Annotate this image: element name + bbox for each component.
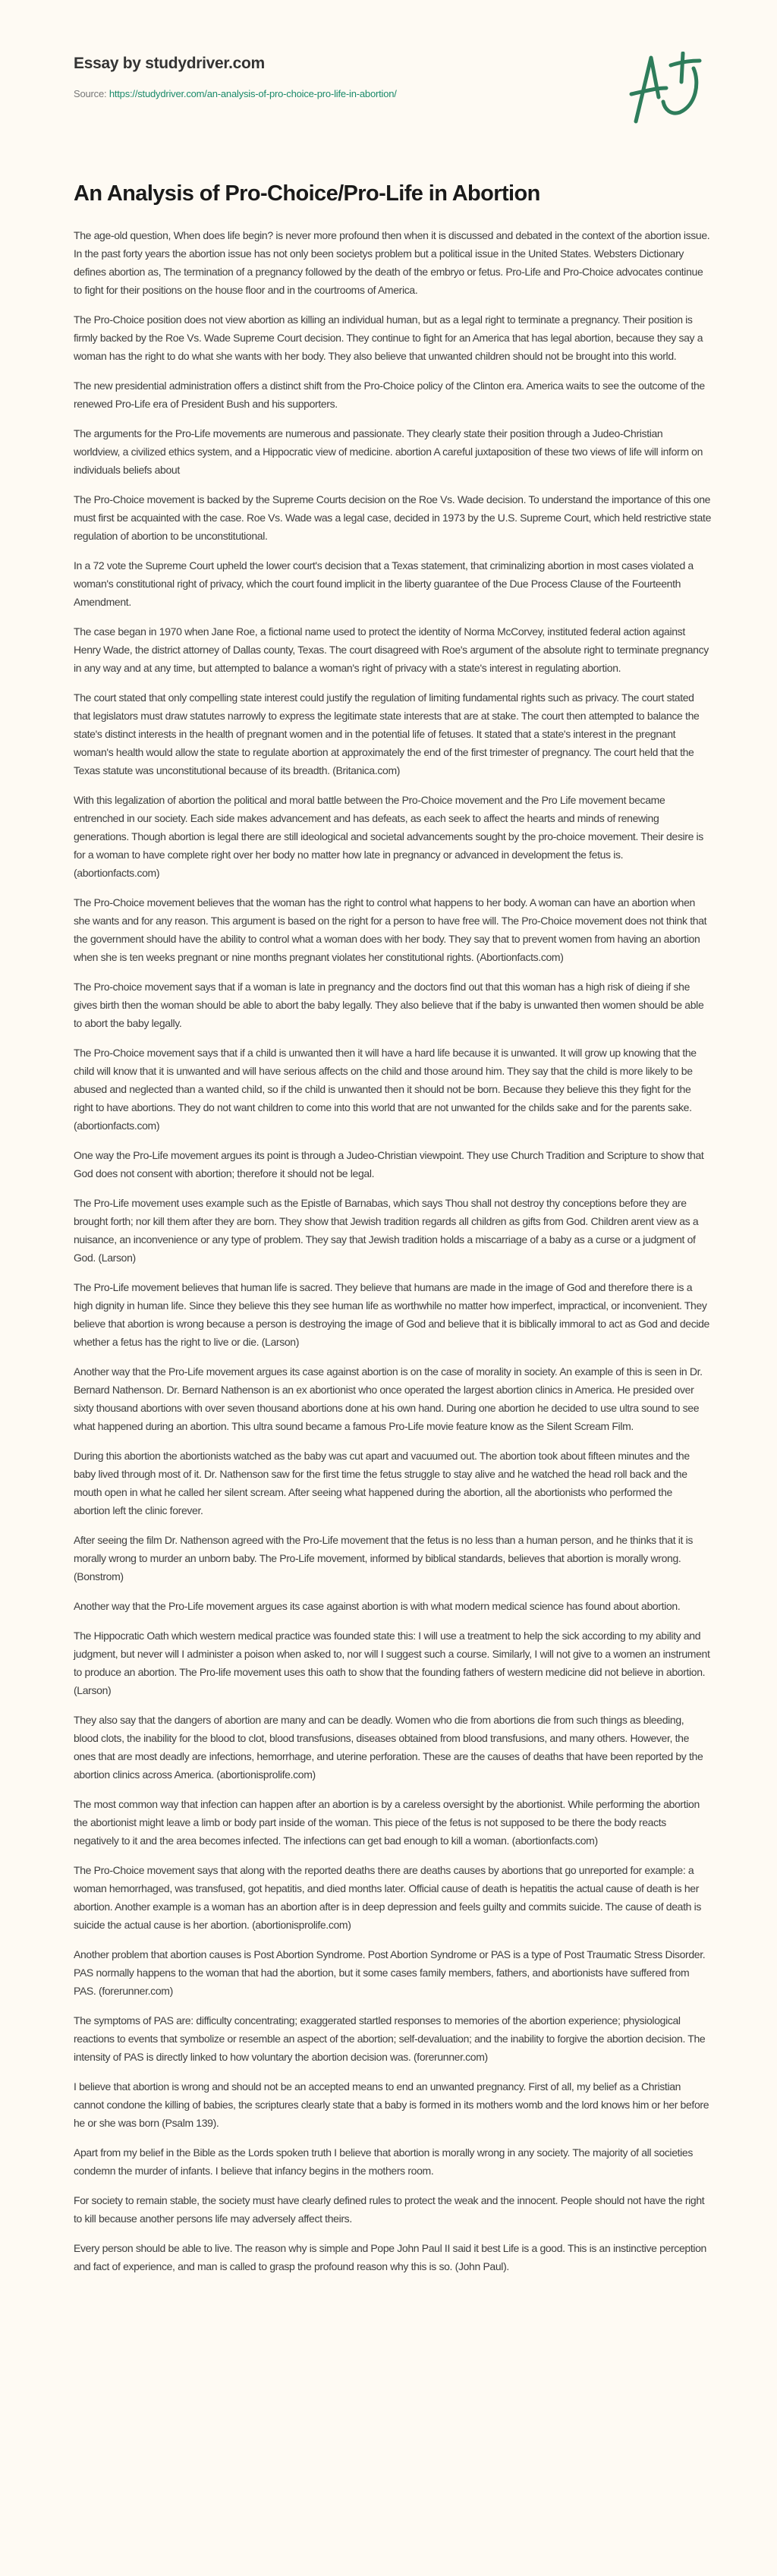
essay-title: An Analysis of Pro-Choice/Pro-Life in Abortion — [74, 181, 540, 206]
essay-paragraph: For society to remain stable, the society must have clearly defined rules to protect the weak and the innocent. People should not have the right to kill because another persons life may adversely affect theirs. — [74, 2194, 705, 2225]
essay-paragraph: I believe that abortion is wrong and should not be an accepted means to end an unwanted pregnancy. First of all, my belief as a Christian cannot condone the killing of babies, the scriptures clearly state that a baby is formed in its mothers womb and the lord knows him or her before he or she was born (Psalm 139). — [74, 2080, 709, 2129]
source-link[interactable]: https://studydriver.com/an-analysis-of-pro-choice-pro-life-in-abortion/ — [109, 88, 397, 99]
essay-paragraph: In a 72 vote the Supreme Court upheld the lower court's decision that a Texas statement, that criminalizing abortion in most cases violated a woman's constitutional right of privacy, which the court found implicit in the liberty guarantee of the Due Process Clause of the Fourteenth Amendment. — [74, 559, 694, 608]
essay-paragraph: The Hippocratic Oath which western medical practice was founded state this: I will use a treatment to help the sick according to my ability and judgment, but never will I administer a poison when asked to, nor will I suggest such a course. Similarly, I will not give to a women an instrument to produce an abortion. The Pro-life movement uses this oath to show that the founding fathers of western medicine did not believe in abortion. (Larson) — [74, 1630, 710, 1696]
essay-paragraph: The most common way that infection can happen after an abortion is by a careless oversight by the abortionist. While performing the abortion the abortionist might leave a limb or body part inside of the woman. This piece of the fetus is not supposed to be there the body reacts negatively to it and the area becomes infected. The infections can get bad enough to kill a woman. (abortionfacts.com) — [74, 1798, 700, 1847]
source-label: Source: — [74, 88, 107, 99]
source-line — [74, 88, 709, 99]
essay-paragraph: The arguments for the Pro-Life movements are numerous and passionate. They clearly state their position through a Judeo-Christian worldview, a civilized ethics system, and a Hippocratic view of medicine. abortion A careful juxtaposition of these two views of life will inform on individuals beliefs about — [74, 427, 703, 476]
essay-paragraph: The Pro-Choice movement is backed by the Supreme Courts decision on the Roe Vs. Wade decision. To understand the importance of this one must first be acquainted with the case. Roe Vs. Wade was a legal case, decided in 1973 by the U.S. Supreme Court, which held restrictive state regulation of abortion to be unconstitutional. — [74, 493, 712, 542]
a-plus-logo-icon — [627, 52, 718, 128]
essay-paragraph: Every person should be able to live. The reason why is simple and Pope John Paul II said it best Life is a good. This is an instinctive perception and fact of experience, and man is called to grasp the profound reason why this is so. (John Paul). — [74, 2242, 706, 2272]
essay-paragraph: The Pro-Life movement believes that human life is sacred. They believe that humans are made in the image of God and therefore there is a high dignity in human life. Since they believe this they see human life as worthwhile no matter how imperfect, impractical, or inconvenient. They believe that abortion is wrong because a person is destroying the image of God and believe that it is biblically immoral to act as God and decide whether a fetus has the right to live or die. (Larson) — [74, 1281, 709, 1348]
essay-paragraph: The age-old question, When does life begin? is never more profound then when it is discussed and debated in the context of the abortion issue. In the past forty years the abortion issue has not only been societys problem but a political issue in the United States. Websters Dictionary defines abortion as, The termination of a pregnancy followed by the death of the embryo or fetus. Pro-Life and Pro-Choice advocates continue to fight for their positions on the house floor and in the courtrooms of America. — [74, 229, 710, 296]
essay-paragraph: The new presidential administration offers a distinct shift from the Pro-Choice policy of the Clinton era. America waits to see the outcome of the renewed Pro-Life era of President Bush and his supporters. — [74, 379, 705, 410]
site-title: Essay by studydriver.com — [74, 55, 265, 72]
essay-paragraph: Another problem that abortion causes is Post Abortion Syndrome. Post Abortion Syndrome or PAS is a type of Post Traumatic Stress Disorder. PAS normally happens to the woman that had the abortion, but it some cases family members, fathers, and abortionists have suffered from PAS. (forerunner.com) — [74, 1948, 706, 1997]
essay-body — [74, 226, 712, 2275]
essay-paragraph: The symptoms of PAS are: difficulty concentrating; exaggerated startled responses to memories of the abortion experience; physiological reactions to events that symbolize or resemble an aspect of the abortion; self-devaluation; and the inability to forgive the abortion decision. The intensity of PAS is directly linked to how voluntary the abortion decision was. (forerunner.com) — [74, 2014, 706, 2063]
essay-paragraph: The court stated that only compelling state interest could justify the regulation of limiting fundamental rights such as privacy. The court stated that legislators must draw statutes narrowly to express the legitimate state interests that are at stake. The court then attempted to balance the state's distinct interests in the health of pregnant women and in the potential life of fetuses. It stated that a state's interest in the pregnant woman's health would allow the state to regulate abortion at approximately the end of the first trimester of pregnancy. The court held that the Texas statute was unconstitutional because of its breadth. (Britanica.com) — [74, 691, 700, 776]
essay-paragraph: The Pro-Choice movement says that if a child is unwanted then it will have a hard life because it is unwanted. It will grow up knowing that the child will know that it is unwanted and will have serious affects on the child and those around him. They say that the child is more likely to be abused and neglected than a wanted child, so if the child is unwanted then it should not be born. Because they believe this they fight for the right to have abortions. They do not want children to come into this world that are not unwanted for the childs sake and for the parents sake. (abortionfacts.com) — [74, 1047, 697, 1132]
essay-paragraph: The case began in 1970 when Jane Roe, a fictional name used to protect the identity of Norma McCorvey, instituted federal action against Henry Wade, the district attorney of Dallas county, Texas. The court disagreed with Roe's argument of the absolute right to terminate pregnancy in any way and at any time, but attempted to balance a woman's right of privacy with a state's interest in regulating abortion. — [74, 625, 709, 674]
essay-paragraph: During this abortion the abortionists watched as the baby was cut apart and vacuumed out. The abortion took about fifteen minutes and the baby lived through most of it. Dr. Nathenson saw for the first time the fetus struggle to stay alive and he watched the head roll back and the mouth open in what he called her silent scream. After seeing what happened during the abortion, all the abortionists who performed the abortion left the clinic forever. — [74, 1450, 690, 1516]
essay-paragraph: Apart from my belief in the Bible as the Lords spoken truth I believe that abortion is morally wrong in any society. The majority of all societies condemn the murder of infants. I believe that infancy begins in the mothers room. — [74, 2146, 694, 2177]
essay-paragraph: After seeing the film Dr. Nathenson agreed with the Pro-Life movement that the fetus is no less than a human person, and he thinks that it is morally wrong to murder an unborn baby. The Pro-Life movement, informed by biblical standards, believes that abortion is morally wrong. (Bonstrom) — [74, 1534, 694, 1582]
essay-paragraph: The Pro-Choice position does not view abortion as killing an individual human, but as a legal right to terminate a pregnancy. Their position is firmly backed by the Roe Vs. Wade Supreme Court decision. They continue to fight for an America that has legal abortion, because they say a woman has the right to do what she wants with her body. They also believe that unwanted children should not be brought into this world. — [74, 313, 703, 362]
essay-paragraph: They also say that the dangers of abortion are many and can be deadly. Women who die from abortions die from such things as bleeding, blood clots, the inability for the blood to clot, blood transfusions, diseases obtained from blood transfusions, and many others. However, the ones that are most deadly are infections, hemorrhage, and uterine perforation. These are the causes of deaths that have been reported by the abortion clinics across America. (abortionisprolife.com) — [74, 1714, 703, 1781]
essay-paragraph: Another way that the Pro-Life movement argues its case against abortion is with what modern medical science has found about abortion. — [74, 1600, 681, 1612]
essay-paragraph: With this legalization of abortion the political and moral battle between the Pro-Choice movement and the Pro Life movement became entrenched in our society. Each side makes advancement and has defeats, as each seek to affect the hearts and minds of renewing generations. Though abortion is legal there are still ideological and societal advancements sought by the pro-choice movement. Their desire is for a woman to have complete right over her body no matter how late in pregnancy or advanced in development the fetus is. (abortionfacts.com) — [74, 794, 703, 879]
essay-paragraph: The Pro-Choice movement believes that the woman has the right to control what happens to her body. A woman can have an abortion when she wants and for any reason. This argument is based on the right for a person to have free will. The Pro-Choice movement does not think that the government should have the ability to control what a woman does with her body. They say that to prevent women from having an abortion when she is ten weeks pregnant or nine months pregnant violates her constitutional rights. (Abortionfacts.com) — [74, 896, 707, 963]
essay-paragraph: The Pro-choice movement says that if a woman is late in pregnancy and the doctors find out that this woman has a high risk of dieing if she gives birth then the woman should be able to abort the baby legally. They also believe that if the baby is unwanted then women should be able to abort the baby legally. — [74, 981, 704, 1029]
essay-paragraph: Another way that the Pro-Life movement argues its case against abortion is on the case of morality in society. An example of this is seen in Dr. Bernard Nathenson. Dr. Bernard Nathenson is an ex abortionist who once operated the largest abortion clinics in America. He presided over sixty thousand abortions with over seven thousand abortions done at his own hand. During one abortion he decided to use ultra sound to see what happened during an abortion. This ultra sound became a famous Pro-Life movie feature know as the Silent Scream Film. — [74, 1365, 703, 1432]
essay-paragraph: The Pro-Choice movement says that along with the reported deaths there are deaths causes by abortions that go unreported for example: a woman hemorrhaged, was transfused, got hepatitis, and died months later. Official cause of death is hepatitis the actual cause of death is her abortion. Another example is a woman has an abortion after is in deep depression and feels guilty and commits suicide. The cause of death is suicide the actual cause is her abortion. (abortionisprolife.com) — [74, 1864, 702, 1931]
essay-paragraph: The Pro-Life movement uses example such as the Epistle of Barnabas, which says Thou shall not destroy thy conceptions before they are brought forth; nor kill them after they are born. They show that Jewish tradition regards all children as gifts from God. Children arent view as a nuisance, an inconvenience or any type of problem. They say that Jewish tradition holds a miscarriage of a baby as a curse or a judgment of God. (Larson) — [74, 1197, 699, 1264]
essay-paragraph: One way the Pro-Life movement argues its point is through a Judeo-Christian viewpoint. They use Church Tradition and Scripture to show that God does not consent with abortion; therefore it should not be legal. — [74, 1149, 704, 1179]
